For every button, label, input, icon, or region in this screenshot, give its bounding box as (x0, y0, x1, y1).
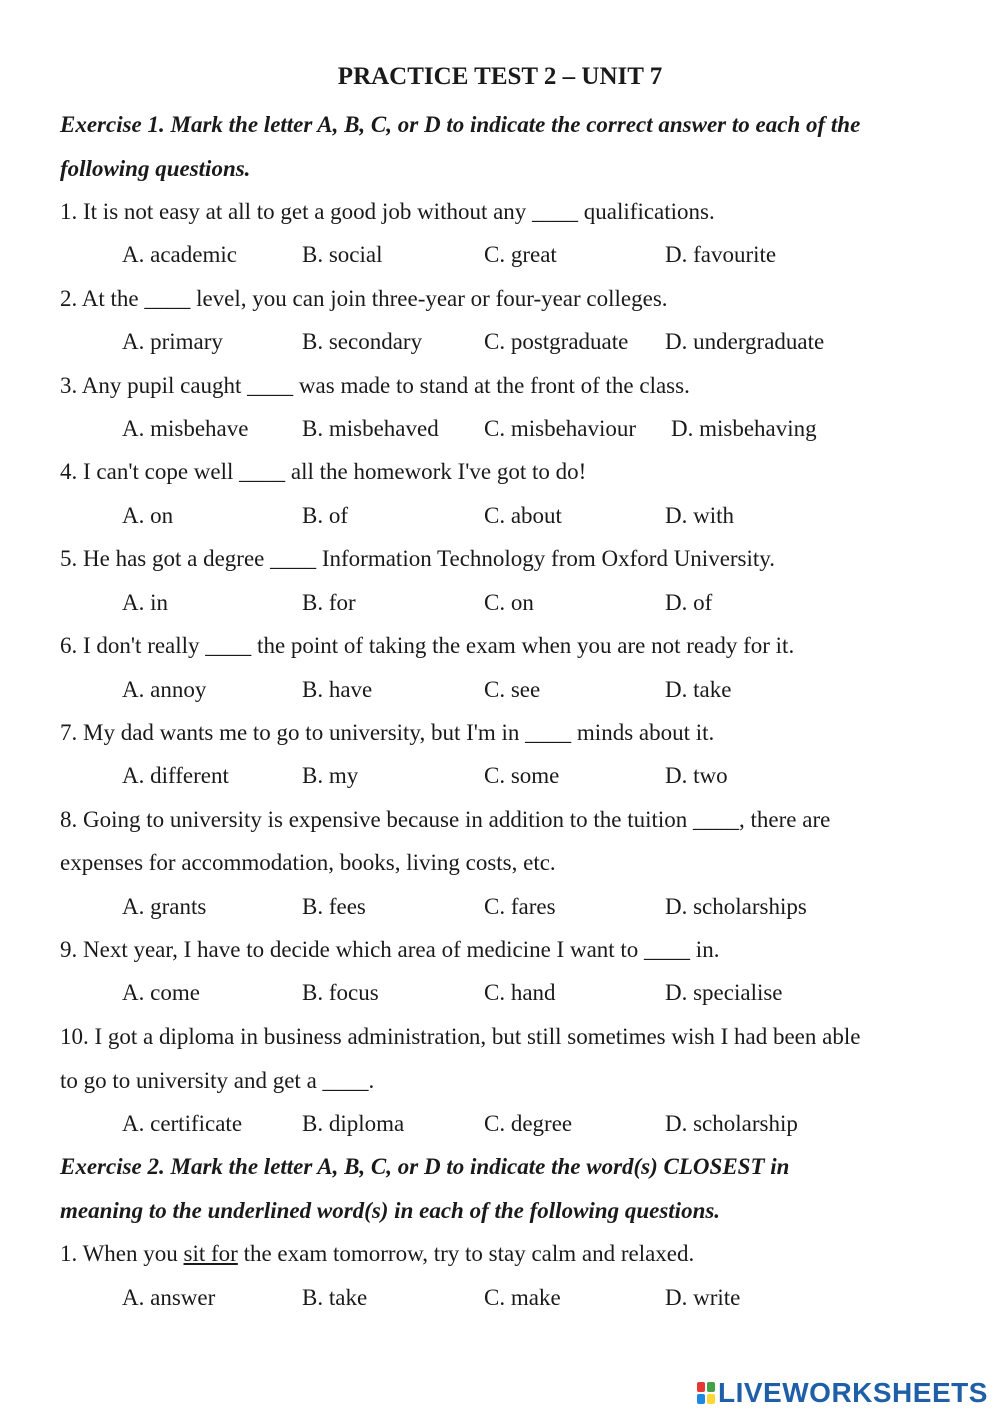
option-b[interactable]: B. of (302, 503, 348, 528)
liveworksheets-logo-icon (697, 1382, 715, 1404)
option-c[interactable]: C. make (484, 1285, 561, 1310)
option-b[interactable]: B. secondary (302, 329, 423, 354)
question-10-text-cont: to go to university and get a ____. (60, 1068, 375, 1093)
option-b[interactable]: B. take (302, 1285, 368, 1310)
option-d[interactable]: D. undergraduate (665, 329, 825, 354)
exercise-1-heading: Exercise 1. Mark the letter A, B, C, or D to indicate the correct answer to each of the (60, 112, 861, 137)
option-a[interactable]: A. grants (122, 894, 207, 919)
ex2-question-1-text (60, 1239, 694, 1269)
option-c[interactable]: C. great (484, 242, 557, 267)
option-c[interactable]: C. about (484, 503, 562, 528)
option-d[interactable]: D. scholarships (665, 894, 807, 919)
question-8-text: 8. Going to university is expensive because in addition to the tuition ____, there are (60, 807, 831, 832)
option-c[interactable]: C. postgraduate (484, 329, 629, 354)
option-a[interactable]: A. academic (122, 242, 237, 267)
option-d[interactable]: D. write (665, 1285, 741, 1310)
option-c[interactable]: C. hand (484, 980, 556, 1005)
option-d[interactable]: D. specialise (665, 980, 783, 1005)
exercise-1-heading-cont: following questions. (60, 156, 251, 181)
question-2-text: 2. At the ____ level, you can join three-year or four-year colleges. (60, 286, 668, 311)
question-5-text: 5. He has got a degree ____ Information Technology from Oxford University. (60, 546, 776, 571)
option-d[interactable]: D. of (665, 590, 713, 615)
option-d[interactable]: D. two (665, 763, 728, 788)
option-d[interactable]: D. scholarship (665, 1111, 798, 1136)
option-b[interactable]: B. social (302, 242, 383, 267)
option-c[interactable]: C. on (484, 590, 534, 615)
option-c[interactable]: C. degree (484, 1111, 573, 1136)
liveworksheets-logo-text: LIVEWORKSHEETS (718, 1377, 988, 1408)
option-c[interactable]: C. see (484, 677, 541, 702)
question-4-text: 4. I can't cope well ____ all the homework I've got to do! (60, 459, 587, 484)
option-d[interactable]: D. with (665, 503, 734, 528)
option-b[interactable]: B. diploma (302, 1111, 405, 1136)
option-c[interactable]: C. fares (484, 894, 556, 919)
option-a[interactable]: A. answer (122, 1285, 216, 1310)
option-b[interactable]: B. for (302, 590, 356, 615)
option-c[interactable]: C. some (484, 763, 560, 788)
option-a[interactable]: A. in (122, 590, 168, 615)
option-a[interactable]: A. on (122, 503, 174, 528)
underlined-phrase: sit for (183, 1241, 238, 1266)
option-b[interactable]: B. focus (302, 980, 379, 1005)
option-a[interactable]: A. certificate (122, 1111, 243, 1136)
option-a[interactable]: A. misbehave (122, 416, 249, 441)
option-a[interactable]: A. primary (122, 329, 223, 354)
question-text-after: the exam tomorrow, try to stay calm and relaxed. (237, 1241, 695, 1266)
option-b[interactable]: B. fees (302, 894, 366, 919)
page-title: PRACTICE TEST 2 – UNIT 7 (337, 63, 663, 90)
question-9-text: 9. Next year, I have to decide which area of medicine I want to ____ in. (60, 937, 720, 962)
question-10-text: 10. I got a diploma in business administration, but still sometimes wish I had been able (60, 1024, 861, 1049)
question-7-text: 7. My dad wants me to go to university, but I'm in ____ minds about it. (60, 720, 715, 745)
question-8-text-cont: expenses for accommodation, books, living costs, etc. (60, 850, 556, 875)
option-a[interactable]: A. come (122, 980, 200, 1005)
question-6-text: 6. I don't really ____ the point of taking the exam when you are not ready for it. (60, 633, 795, 658)
exercise-2-heading-cont: meaning to the underlined word(s) in each of the following questions. (60, 1198, 721, 1223)
option-a[interactable]: A. different (122, 763, 229, 788)
option-b[interactable]: B. have (302, 677, 373, 702)
option-b[interactable]: B. misbehaved (302, 416, 439, 441)
option-a[interactable]: A. annoy (122, 677, 207, 702)
option-d[interactable]: D. favourite (665, 242, 777, 267)
exercise-2-heading: Exercise 2. Mark the letter A, B, C, or D to indicate the word(s) CLOSEST in (60, 1154, 790, 1179)
option-d[interactable]: D. misbehaving (671, 416, 817, 441)
option-b[interactable]: B. my (302, 763, 359, 788)
question-text-before: 1. When you (60, 1241, 184, 1266)
question-1-text: 1. It is not easy at all to get a good job without any ____ qualifications. (60, 199, 715, 224)
option-c[interactable]: C. misbehaviour (484, 416, 637, 441)
option-d[interactable]: D. take (665, 677, 732, 702)
question-3-text: 3. Any pupil caught ____ was made to stand at the front of the class. (60, 373, 690, 398)
liveworksheets-logo (697, 1377, 988, 1409)
